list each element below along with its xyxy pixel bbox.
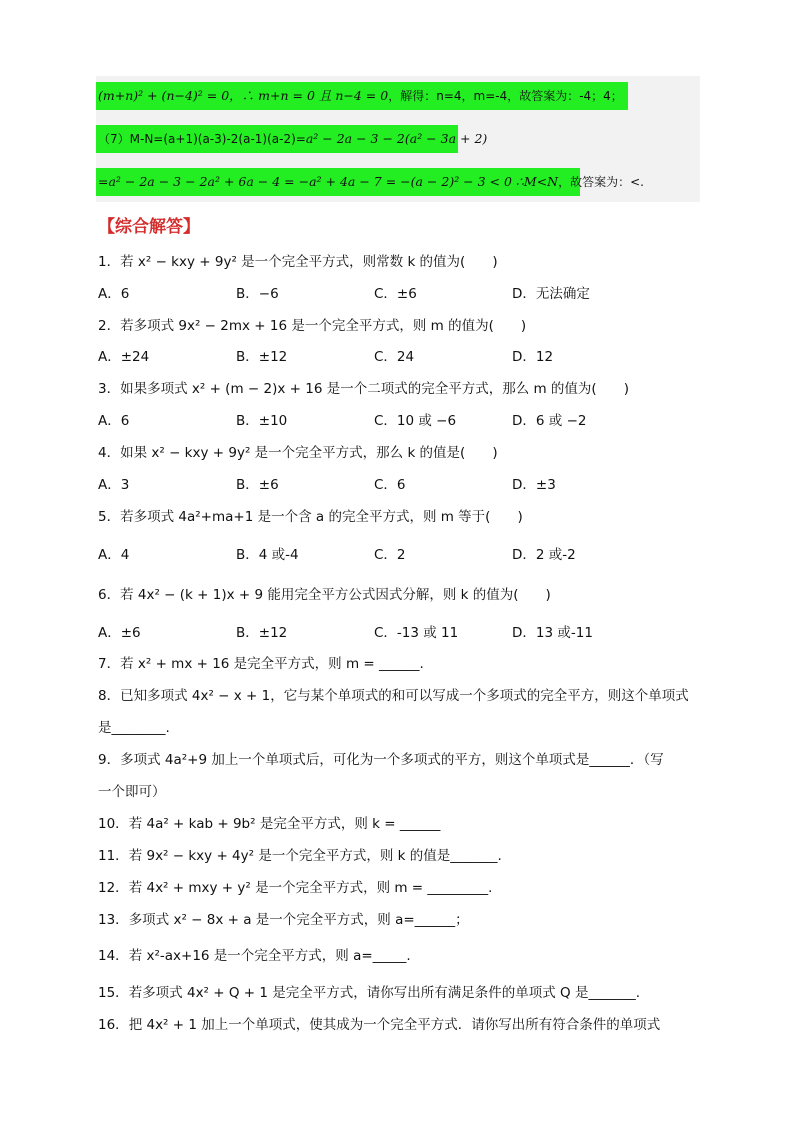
- option-d: D．2 或-2: [512, 547, 576, 563]
- answer-text: ，解得：n=4，m=-4，故答案为：-4；4；: [388, 89, 623, 103]
- section-title: 【综合解答】: [98, 217, 200, 237]
- option-b: B．±12: [236, 625, 288, 641]
- option-c: C．±6: [374, 286, 417, 302]
- option-a: A．±6: [98, 625, 141, 641]
- answer-line-1: [96, 82, 628, 110]
- answer-line-2: [96, 125, 488, 153]
- option-b: B．−6: [236, 286, 279, 302]
- option-c: C．6: [374, 477, 406, 493]
- option-c: C．2: [374, 547, 406, 563]
- question-13: 13．多项式 x² − 8x + a 是一个完全平方式，则 a=______；: [98, 912, 469, 928]
- option-c: C．-13 或 11: [374, 625, 459, 641]
- answer-math: (m+n)² + (n−4)² = 0，∴ m+n = 0 且 n−4 = 0: [98, 88, 389, 103]
- question-1: 1．若 x² − kxy + 9y² 是一个完全平方式，则常数 k 的值为( ): [98, 254, 498, 270]
- question-12: 12．若 4x² + mxy + y² 是一个完全平方式，则 m = _________.: [98, 880, 493, 896]
- question-7: 7．若 x² + mx + 16 是完全平方式，则 m = ______.: [98, 656, 424, 672]
- option-a: A．4: [98, 547, 130, 563]
- option-b: B．±10: [236, 413, 288, 429]
- option-d: D．12: [512, 349, 554, 365]
- question-8: 8．已知多项式 4x² − x + 1，它与某个单项式的和可以写成一个多项式的完全平方，则这个单项式: [98, 688, 689, 704]
- option-d: D．13 或-11: [512, 625, 593, 641]
- option-c: C．10 或 −6: [374, 413, 457, 429]
- question-2: 2．若多项式 9x² − 2mx + 16 是一个完全平方式，则 m 的值为( ): [98, 318, 527, 334]
- question-4: 4．如果 x² − kxy + 9y² 是一个完全平方式，那么 k 的值是( ): [98, 445, 498, 461]
- question-8-continued: 是________.: [98, 720, 170, 736]
- answer-math: a² − 2a − 3 − 2(a² − 3a + 2): [305, 131, 488, 146]
- option-a: A．6: [98, 286, 130, 302]
- option-b: B．±12: [236, 349, 288, 365]
- question-6: 6．若 4x² − (k + 1)x + 9 能用完全平方公式因式分解，则 k 的值为( ): [98, 587, 551, 603]
- question-14: 14．若 x²-ax+16 是一个完全平方式，则 a=_____.: [98, 948, 411, 964]
- question-9: 9．多项式 4a²+9 加上一个单项式后，可化为一个多项式的平方，则这个单项式是______．（写: [98, 752, 664, 768]
- answer-text: （7）M-N=(a+1)(a-3)-2(a-1)(a-2)=: [98, 132, 306, 146]
- question-11: 11．若 9x² − kxy + 4y² 是一个完全平方式，则 k 的值是_______.: [98, 848, 502, 864]
- question-9-continued: 一个即可）: [98, 784, 166, 800]
- option-c: C．24: [374, 349, 415, 365]
- question-15: 15．若多项式 4x² + Q + 1 是完全平方式，请你写出所有满足条件的单项式 Q 是_______.: [98, 985, 641, 1001]
- option-d: D．±3: [512, 477, 556, 493]
- question-16: 16．把 4x² + 1 加上一个单项式，使其成为一个完全平方式．请你写出所有符合条件的单项式: [98, 1017, 661, 1033]
- option-a: A．3: [98, 477, 130, 493]
- question-3: 3．如果多项式 x² + (m − 2)x + 16 是一个二项式的完全平方式，那么 m 的值为( ): [98, 381, 629, 397]
- answer-line-3: [96, 168, 644, 196]
- question-10: 10．若 4a² + kab + 9b² 是完全平方式，则 k = ______: [98, 816, 441, 832]
- answer-math: =a² − 2a − 3 − 2a² + 6a − 4 = −a² + 4a − 7 = −(a − 2)² − 3 < 0 ∴M<N: [98, 174, 559, 189]
- option-d: D．6 或 −2: [512, 413, 587, 429]
- question-5: 5．若多项式 4a²+ma+1 是一个含 a 的完全平方式，则 m 等于( ): [98, 509, 523, 525]
- option-a: A．6: [98, 413, 130, 429]
- answer-text: ，故答案为：<.: [558, 175, 644, 189]
- option-d: D．无法确定: [512, 286, 590, 302]
- option-b: B．±6: [236, 477, 279, 493]
- option-b: B．4 或-4: [236, 547, 299, 563]
- option-a: A．±24: [98, 349, 150, 365]
